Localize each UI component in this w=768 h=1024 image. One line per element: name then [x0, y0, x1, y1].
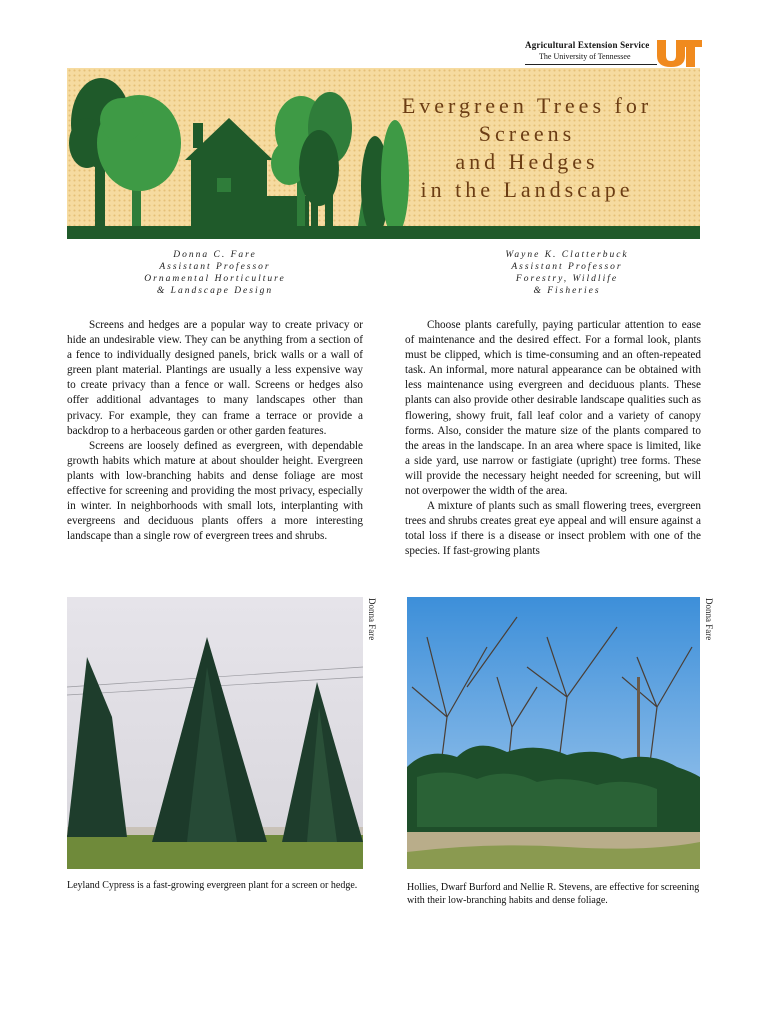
- author-department: Forestry, Wildlife: [515, 274, 619, 284]
- author-title: Assistant Professor: [511, 262, 623, 272]
- body-paragraph: Screens and hedges are a popular way to create privacy or hide an undesirable view. They can be anything from a section of a fence to individually designed panels, brick walls or a wall of green plant material. Plantings are usually a less expensive way to create privacy than a fence or wall. Screens or hedges also offer additional advantages to many landscapes other than privacy. For example, they can frame a terrace or provide a backdrop to a herbaceous garden or other garden features.: [67, 319, 363, 437]
- author-department: & Fisheries: [533, 286, 601, 296]
- cypress-trees-image: [67, 597, 363, 869]
- hollies-photo: [407, 597, 700, 869]
- university-name: The University of Tennessee: [539, 52, 631, 61]
- photo-credit: Donna Fare: [704, 598, 714, 641]
- document-title: [357, 92, 697, 204]
- author-department: & Landscape Design: [156, 286, 274, 296]
- author-title: Assistant Professor: [159, 262, 271, 272]
- author-name: Donna C. Fare: [173, 250, 257, 260]
- author-block-left: [130, 249, 300, 297]
- title-line-1: Evergreen Trees for Screens: [401, 93, 653, 146]
- author-department: Ornamental Horticulture: [144, 274, 286, 284]
- title-banner: [67, 68, 700, 238]
- author-block-right: [482, 249, 652, 297]
- body-paragraph: Screens are loosely defined as evergreen, with dependable growth habits which mature at about shoulder height. Evergreen plants with low-branching habits and dense foliage are most effective for screening and providing the most privacy, especially in winter. In neighborhoods with small lots, interplanting with evergreens and deciduous plants offers a more interesting landscape than a single row of evergreen trees and shrubs.: [67, 439, 363, 543]
- title-line-3: in the Landscape: [420, 177, 634, 202]
- title-line-2: and Hedges: [455, 149, 599, 174]
- author-name: Wayne K. Clatterbuck: [505, 250, 629, 260]
- photo-credit: Donna Fare: [367, 598, 377, 641]
- masthead-rule: [525, 64, 657, 65]
- extension-masthead: [525, 38, 705, 68]
- holly-hedge-image: [407, 597, 700, 869]
- deciduous-tree-icon: [97, 95, 181, 233]
- figure-caption: Hollies, Dwarf Burford and Nellie R. Stevens, are effective for screening with their low-branching habits and dense foliage.: [407, 882, 700, 906]
- leyland-cypress-photo: [67, 597, 363, 869]
- extension-service-name: Agricultural Extension Service: [525, 40, 650, 50]
- figure-caption: Leyland Cypress is a fast-growing evergreen plant for a screen or hedge.: [67, 880, 358, 891]
- body-paragraph: A mixture of plants such as small flowering trees, evergreen trees and shrubs creates great eye appeal and will ensure against a total loss if there is a disease or insect problem with one of the species. If fast-growing plants: [405, 500, 701, 558]
- ut-logo-icon: [655, 38, 703, 68]
- body-column-right: [405, 318, 701, 560]
- body-column-left: [67, 318, 363, 544]
- banner-bottom-bar: [67, 228, 700, 239]
- body-paragraph: Choose plants carefully, paying particular attention to ease of maintenance and the desired effect. For a formal look, plants must be clipped, which is time-consuming and an often-repeated task. An informal, more natural appearance can be obtained with less maintenance using evergreen and deciduous plants. These plants can also provide other desirable landscape qualities such as flowering, showy fruit, fall leaf color and a variety of canopy forms. Also, consider the mature size of the plants compared to the areas in the landscape. In an area where space is limited, like a side yard, use narrow or fastigiate (upright) tree forms. These will provide the necessary height needed for screening, but will not overpower the width of the area.: [405, 319, 701, 498]
